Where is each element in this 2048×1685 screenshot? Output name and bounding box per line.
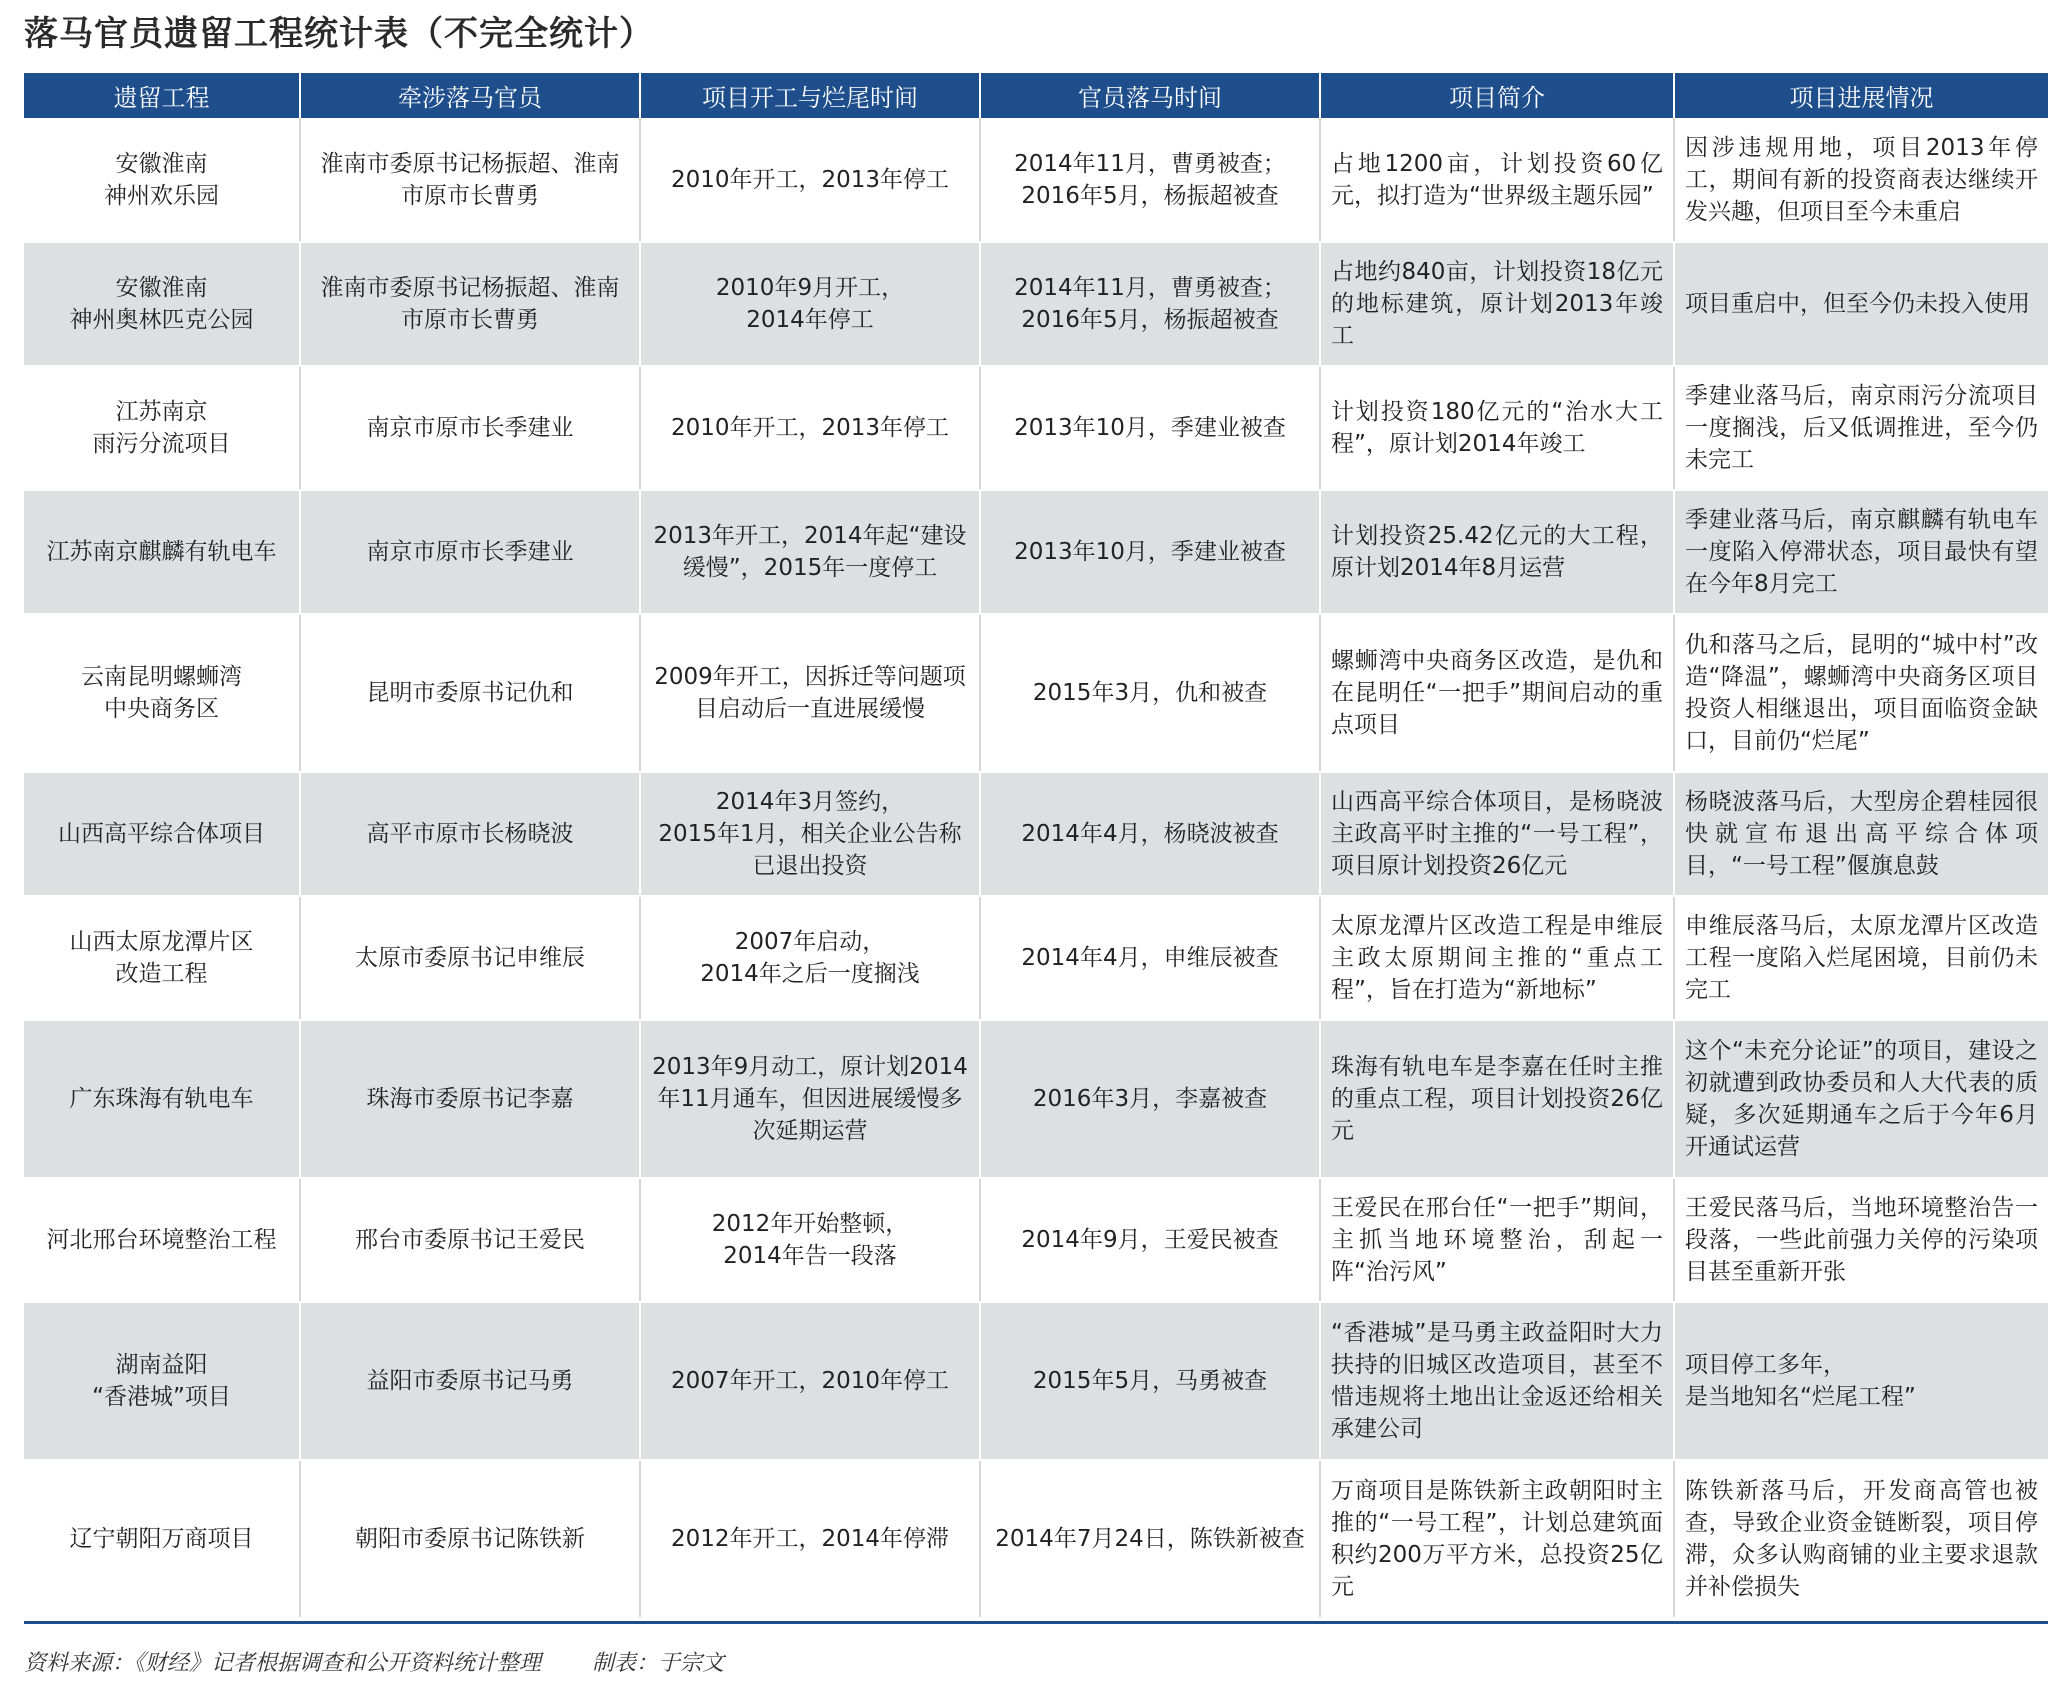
table-row [24, 1178, 2048, 1302]
credit-note: 制表：于宗文 [592, 1651, 725, 1676]
official-cell: 邢台市委原书记王爱民 [300, 1178, 640, 1302]
column-header: 官员落马时间 [980, 73, 1320, 118]
intro-cell: 珠海有轨电车是李嘉在任时主推的重点工程，项目计划投资26亿元 [1320, 1020, 1674, 1178]
fall-time-cell: 2014年4月，申维辰被查 [980, 896, 1320, 1020]
intro-cell: 螺蛳湾中央商务区改造，是仇和在昆明任“一把手”期间启动的重点项目 [1320, 614, 1674, 772]
table-row [24, 896, 2048, 1020]
fall-time-cell: 2014年11月，曹勇被查； 2016年5月，杨振超被查 [980, 242, 1320, 366]
official-cell: 珠海市委原书记李嘉 [300, 1020, 640, 1178]
intro-cell: 占地1200亩，计划投资60亿元，拟打造为“世界级主题乐园” [1320, 118, 1674, 242]
intro-cell: “香港城”是马勇主政益阳时大力扶持的旧城区改造项目，甚至不惜违规将土地出让金返还给相关承建公司 [1320, 1302, 1674, 1460]
project-cell: 广东珠海有轨电车 [24, 1020, 300, 1178]
table-row [24, 242, 2048, 366]
official-cell: 南京市原市长季建业 [300, 366, 640, 490]
column-header: 项目简介 [1320, 73, 1674, 118]
timeline-cell: 2012年开始整顿， 2014年告一段落 [640, 1178, 980, 1302]
progress-cell: 这个“未充分论证”的项目，建设之初就遭到政协委员和人大代表的质疑，多次延期通车之后于今年6月开通试运营 [1674, 1020, 2048, 1178]
timeline-cell: 2007年启动， 2014年之后一度搁浅 [640, 896, 980, 1020]
official-cell: 昆明市委原书记仇和 [300, 614, 640, 772]
progress-cell: 杨晓波落马后，大型房企碧桂园很快就宣布退出高平综合体项目，“一号工程”偃旗息鼓 [1674, 772, 2048, 896]
official-cell: 益阳市委原书记马勇 [300, 1302, 640, 1460]
table-row [24, 490, 2048, 614]
fall-time-cell: 2014年7月24日，陈铁新被查 [980, 1460, 1320, 1618]
table-row [24, 772, 2048, 896]
timeline-cell: 2013年9月动工，原计划2014年11月通车，但因进展缓慢多次延期运营 [640, 1020, 980, 1178]
data-table [24, 73, 2048, 1619]
table-row [24, 614, 2048, 772]
intro-cell: 太原龙潭片区改造工程是申维辰主政太原期间主推的“重点工程”，旨在打造为“新地标” [1320, 896, 1674, 1020]
table-bottom-rule [24, 1621, 2048, 1624]
fall-time-cell: 2014年4月，杨晓波被查 [980, 772, 1320, 896]
fall-time-cell: 2015年5月，马勇被查 [980, 1302, 1320, 1460]
table-row [24, 118, 2048, 242]
table-row [24, 1302, 2048, 1460]
timeline-cell: 2007年开工，2010年停工 [640, 1302, 980, 1460]
project-cell: 湖南益阳 “香港城”项目 [24, 1302, 300, 1460]
progress-cell: 申维辰落马后，太原龙潭片区改造工程一度陷入烂尾困境，目前仍未完工 [1674, 896, 2048, 1020]
project-cell: 江苏南京麒麟有轨电车 [24, 490, 300, 614]
official-cell: 朝阳市委原书记陈铁新 [300, 1460, 640, 1618]
progress-cell: 季建业落马后，南京麒麟有轨电车一度陷入停滞状态，项目最快有望在今年8月完工 [1674, 490, 2048, 614]
intro-cell: 万商项目是陈铁新主政朝阳时主推的“一号工程”，计划总建筑面积约200万平方米，总投资25亿元 [1320, 1460, 1674, 1618]
project-cell: 山西太原龙潭片区 改造工程 [24, 896, 300, 1020]
project-cell: 安徽淮南 神州奥林匹克公园 [24, 242, 300, 366]
fall-time-cell: 2014年11月，曹勇被查； 2016年5月，杨振超被查 [980, 118, 1320, 242]
progress-cell: 项目重启中，但至今仍未投入使用 [1674, 242, 2048, 366]
page-title: 落马官员遗留工程统计表（不完全统计） [24, 14, 654, 54]
official-cell: 淮南市委原书记杨振超、淮南市原市长曹勇 [300, 242, 640, 366]
column-header: 项目开工与烂尾时间 [640, 73, 980, 118]
column-header: 遗留工程 [113, 84, 210, 112]
footer [24, 1646, 768, 1677]
timeline-cell: 2012年开工，2014年停滞 [640, 1460, 980, 1618]
table-header-row [24, 73, 2048, 118]
project-cell: 辽宁朝阳万商项目 [24, 1460, 300, 1618]
project-cell: 安徽淮南 神州欢乐园 [24, 118, 300, 242]
project-cell: 江苏南京 雨污分流项目 [24, 366, 300, 490]
data-table-container [24, 73, 2048, 1619]
progress-cell: 仇和落马之后，昆明的“城中村”改造“降温”，螺蛳湾中央商务区项目投资人相继退出，项目面临资金缺口，目前仍“烂尾” [1674, 614, 2048, 772]
progress-cell: 项目停工多年， 是当地知名“烂尾工程” [1674, 1302, 2048, 1460]
project-cell: 河北邢台环境整治工程 [24, 1178, 300, 1302]
timeline-cell: 2014年3月签约， 2015年1月，相关企业公告称已退出投资 [640, 772, 980, 896]
intro-cell: 占地约840亩，计划投资18亿元的地标建筑，原计划2013年竣工 [1320, 242, 1674, 366]
timeline-cell: 2009年开工，因拆迁等问题项目启动后一直进展缓慢 [640, 614, 980, 772]
timeline-cell: 2010年开工，2013年停工 [640, 118, 980, 242]
intro-cell: 计划投资180亿元的“治水大工程”，原计划2014年竣工 [1320, 366, 1674, 490]
column-header: 牵涉落马官员 [300, 73, 640, 118]
progress-cell: 陈铁新落马后，开发商高管也被查，导致企业资金链断裂，项目停滞，众多认购商铺的业主要求退款并补偿损失 [1674, 1460, 2048, 1618]
table-body [24, 118, 2048, 1618]
project-cell: 山西高平综合体项目 [24, 772, 300, 896]
timeline-cell: 2010年开工，2013年停工 [640, 366, 980, 490]
official-cell: 淮南市委原书记杨振超、淮南市原市长曹勇 [300, 118, 640, 242]
project-cell: 云南昆明螺蛳湾 中央商务区 [24, 614, 300, 772]
official-cell: 太原市委原书记申维辰 [300, 896, 640, 1020]
intro-cell: 王爱民在邢台任“一把手”期间，主抓当地环境整治，刮起一阵“治污风” [1320, 1178, 1674, 1302]
official-cell: 南京市原市长季建业 [300, 490, 640, 614]
timeline-cell: 2013年开工，2014年起“建设缓慢”，2015年一度停工 [640, 490, 980, 614]
timeline-cell: 2010年9月开工， 2014年停工 [640, 242, 980, 366]
fall-time-cell: 2014年9月，王爱民被查 [980, 1178, 1320, 1302]
fall-time-cell: 2015年3月，仇和被查 [980, 614, 1320, 772]
table-row [24, 1460, 2048, 1618]
progress-cell: 因涉违规用地，项目2013年停工，期间有新的投资商表达继续开发兴趣，但项目至今未重启 [1674, 118, 2048, 242]
table-row [24, 366, 2048, 490]
progress-cell: 季建业落马后，南京雨污分流项目一度搁浅，后又低调推进，至今仍未完工 [1674, 366, 2048, 490]
fall-time-cell: 2016年3月，李嘉被查 [980, 1020, 1320, 1178]
official-cell: 高平市原市长杨晓波 [300, 772, 640, 896]
intro-cell: 计划投资25.42亿元的大工程，原计划2014年8月运营 [1320, 490, 1674, 614]
fall-time-cell: 2013年10月，季建业被查 [980, 490, 1320, 614]
table-row [24, 1020, 2048, 1178]
progress-cell: 王爱民落马后，当地环境整治告一段落，一些此前强力关停的污染项目甚至重新开张 [1674, 1178, 2048, 1302]
column-header: 项目进展情况 [1674, 73, 2048, 118]
source-note: 资料来源：《财经》记者根据调查和公开资料统计整理 [24, 1651, 542, 1676]
fall-time-cell: 2013年10月，季建业被查 [980, 366, 1320, 490]
intro-cell: 山西高平综合体项目，是杨晓波主政高平时主推的“一号工程”，项目原计划投资26亿元 [1320, 772, 1674, 896]
